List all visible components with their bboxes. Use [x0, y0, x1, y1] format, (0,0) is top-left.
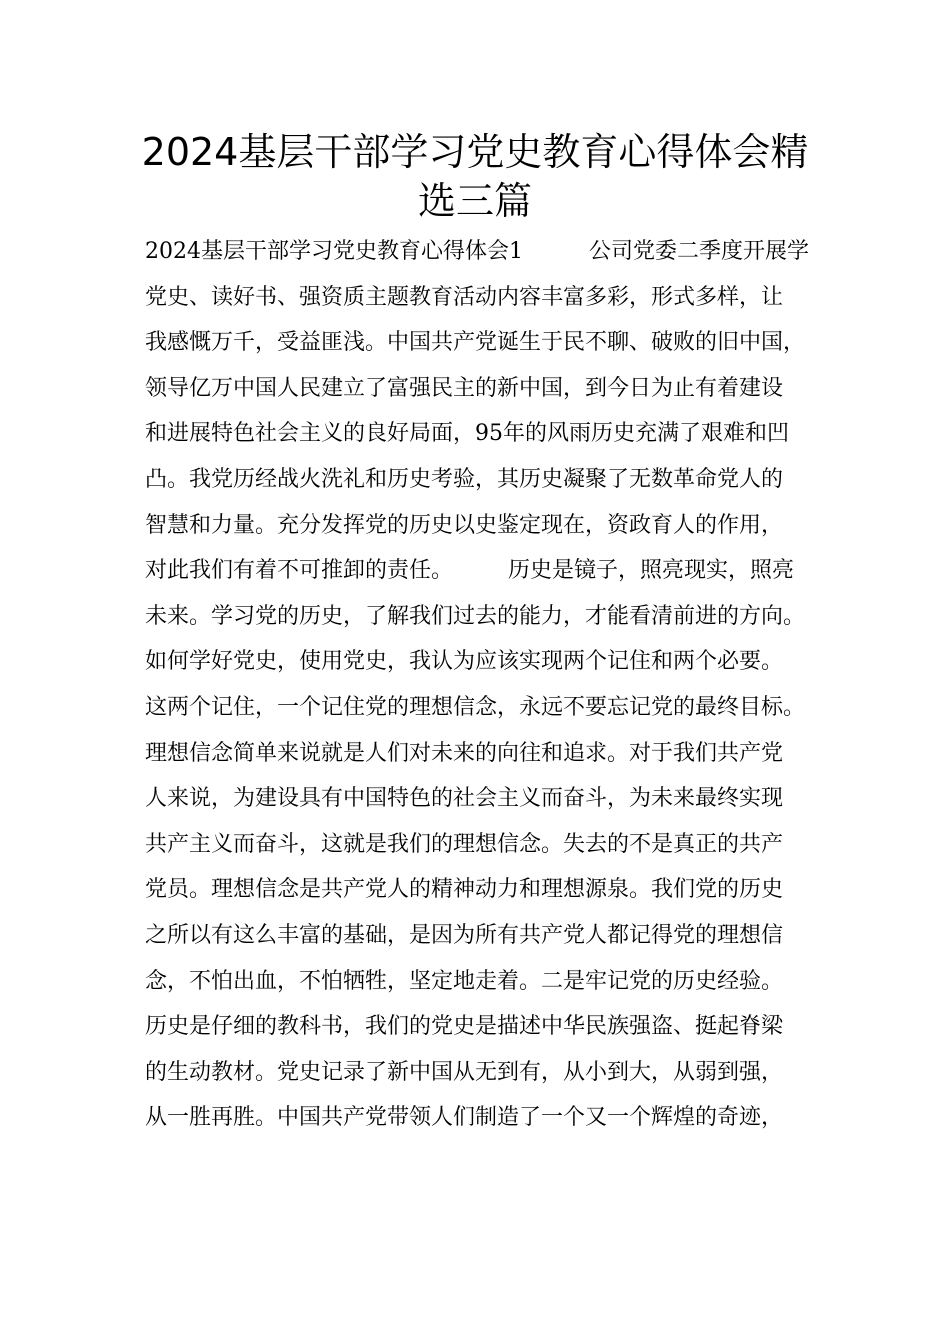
text-line: 人来说，为建设具有中国特色的社会主义而奋斗，为未来最终实现 [145, 786, 784, 812]
text-line: 共产主义而奋斗，这就是我们的理想信念。失去的不是真正的共产 [145, 831, 784, 857]
text-line: 从一胜再胜。中国共产党带领人们制造了一个又一个辉煌的奇迹， [145, 1105, 784, 1131]
text-line: 和进展特色社会主义的良好局面，95年的风雨历史充满了艰难和凹 [145, 421, 789, 447]
document-title [120, 128, 830, 226]
text-line: 如何学好党史，使用党史，我认为应该实现两个记住和两个必要。 [145, 649, 784, 675]
text-line: 这两个记住，一个记住党的理想信念，永远不要忘记党的最终目标。 [145, 694, 806, 720]
title-line-1: 2024基层干部学习党史教育心得体会精 [141, 130, 809, 174]
title-line-2: 选三篇 [417, 179, 532, 223]
text-line: 领导亿万中国人民建立了富强民主的新中国，到今日为止有着建设 [145, 375, 784, 401]
text-line: 党员。理想信念是共产党人的精神动力和理想源泉。我们党的历史 [145, 877, 784, 903]
body-text [145, 229, 825, 1141]
text-line: 2024基层干部学习党史教育心得体会1 公司党委二季度开展学 [145, 239, 809, 264]
text-line: 凸。我党历经战火洗礼和历史考验，其历史凝聚了无数革命党人的 [145, 466, 784, 492]
text-line: 理想信念简单来说就是人们对未来的向往和追求。对于我们共产党 [145, 740, 784, 766]
text-line: 历史是仔细的教科书，我们的党史是描述中华民族强盗、挺起脊梁 [145, 1014, 784, 1040]
text-line: 未来。学习党的历史，了解我们过去的能力，才能看清前进的方向。 [145, 603, 806, 629]
text-line: 党史、读好书、强资质主题教育活动内容丰富多彩，形式多样，让 [145, 284, 784, 310]
text-line: 的生动教材。党史记录了新中国从无到有，从小到大，从弱到强， [145, 1059, 784, 1085]
text-line: 智慧和力量。充分发挥党的历史以史鉴定现在，资政育人的作用， [145, 512, 784, 538]
text-line: 我感慨万千，受益匪浅。中国共产党诞生于民不聊、破败的旧中国， [145, 330, 806, 356]
text-line: 之所以有这么丰富的基础，是因为所有共产党人都记得党的理想信 [145, 922, 784, 948]
text-line: 对此我们有着不可推卸的责任。 历史是镜子，照亮现实，照亮 [145, 558, 795, 584]
text-line: 念，不怕出血，不怕牺牲，坚定地走着。二是牢记党的历史经验。 [145, 968, 784, 994]
